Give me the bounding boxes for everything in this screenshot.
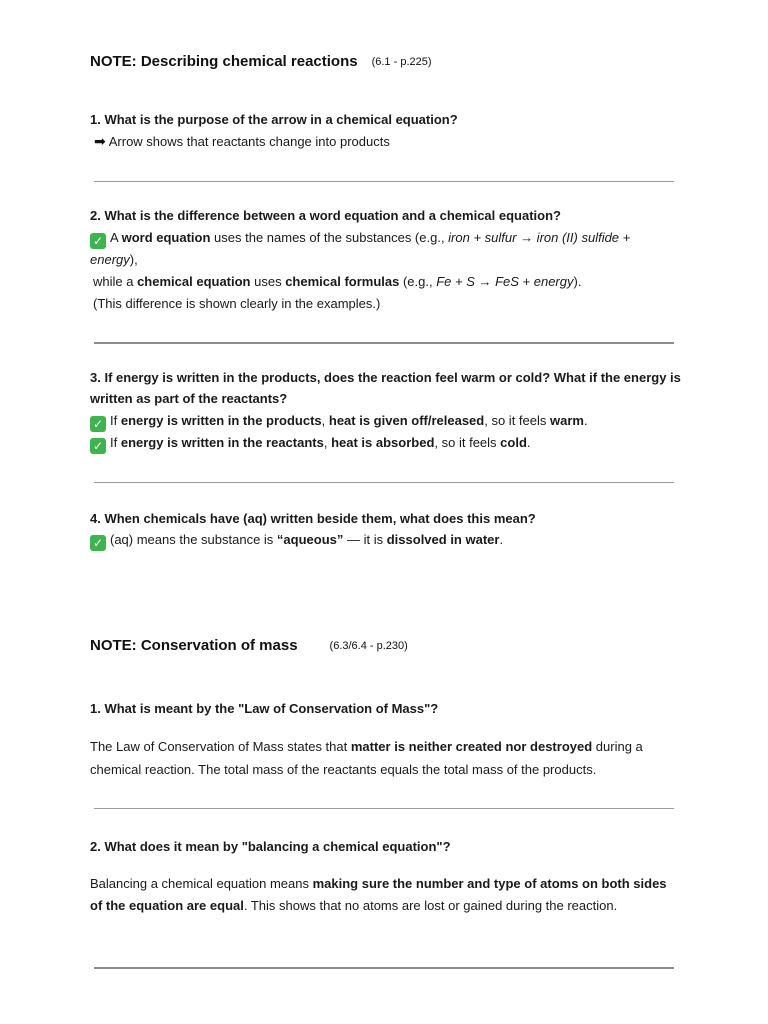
question-law-of-conservation: 1. What is meant by the "Law of Conservation of Mass"? [90,701,439,716]
divider [94,342,674,344]
page-reference: (6.3/6.4 - p.230) [329,640,408,652]
answer-energy-warm-cold [90,410,680,454]
section-title: NOTE: Describing chemical reactions [90,53,358,70]
answer-word-vs-chemical-equation [90,227,680,315]
question-word-vs-chemical-equation: 2. What is the difference between a word equation and a chemical equation? [90,208,561,223]
check-mark-icon: ✓ [90,233,106,249]
check-mark-icon: ✓ [90,535,106,551]
answer-line-reactants: ✓ If energy is written in the reactants, heat is absorbed, so it feels cold. [90,432,680,454]
answer-line-products: ✓ If energy is written in the products, heat is given off/released, so it feels warm. [90,410,680,432]
check-mark-icon: ✓ [90,438,106,454]
section-title: NOTE: Conservation of mass [90,637,298,654]
divider [94,181,674,182]
answer-line-note: (This difference is shown clearly in the examples.) [93,296,381,311]
answer-law-of-conservation: The Law of Conservation of Mass states that matter is neither created nor destroyed during a chemical reaction. The total mass of the reactants equals the total mass of the products. [90,739,643,777]
question-energy-warm-cold: 3. If energy is written in the products, does the reaction feel warm or cold? What if the energy is written as part of the reactants? [90,370,681,406]
answer-line-word-equation: ✓ A word equation uses the names of the substances (e.g., iron + sulfur → iron (II) sulfide + energy), [90,230,631,267]
answer-arrow-purpose: ➡ Arrow shows that reactants change into products [90,130,680,153]
answer-balancing-equation: Balancing a chemical equation means making sure the number and type of atoms on both sides of the equation are equal. This shows that no atoms are lost or gained during the reaction. [90,876,667,913]
section-heading-describing-reactions [90,53,432,70]
page-reference: (6.1 - p.225) [371,56,432,68]
question-arrow-purpose: 1. What is the purpose of the arrow in a chemical equation? [90,112,458,127]
check-mark-icon: ✓ [90,416,106,432]
divider [94,967,674,969]
question-balancing-equation: 2. What does it mean by "balancing a chemical equation"? [90,839,451,854]
answer-aqueous: ✓ (aq) means the substance is “aqueous” — it is dissolved in water. [90,529,680,551]
divider [94,808,674,809]
right-arrow-icon: ➡ [94,133,106,149]
answer-line-chemical-equation: while a chemical equation uses chemical formulas (e.g., Fe + S → FeS + energy). [93,274,582,289]
section-heading-conservation-of-mass [90,637,408,654]
question-aqueous: 4. When chemicals have (aq) written beside them, what does this mean? [90,511,536,526]
divider [94,482,674,483]
